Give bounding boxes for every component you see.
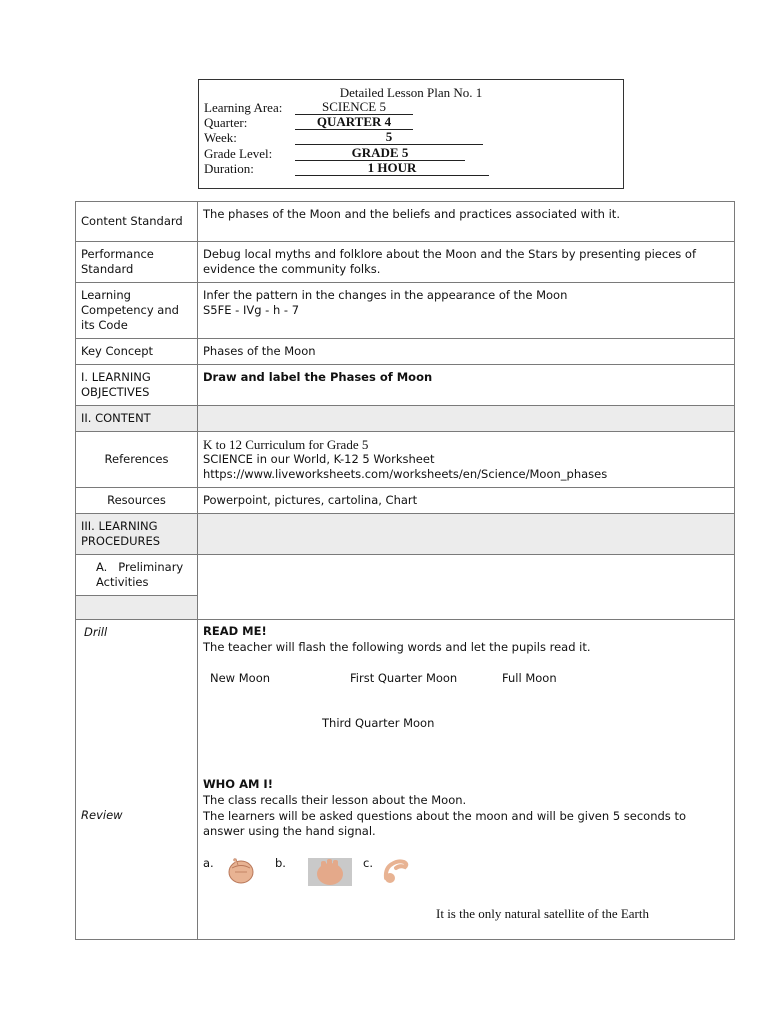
- review-label: Review: [81, 808, 123, 822]
- word-new-moon: New Moon: [210, 671, 271, 685]
- key-concept-label: Key Concept: [76, 339, 198, 365]
- table-row: [76, 339, 735, 365]
- drill-review-content-cell: [198, 620, 735, 940]
- procedures-value: [198, 514, 735, 555]
- objectives-value: Draw and label the Phases of Moon: [198, 365, 735, 406]
- duration-value: 1 HOUR: [295, 161, 489, 176]
- resources-label: Resources: [76, 488, 198, 514]
- word-full-moon: Full Moon: [502, 671, 557, 685]
- performance-standard-label: Performance Standard: [76, 242, 198, 283]
- week-value: 5: [295, 130, 483, 145]
- reference-url: https://www.liveworksheets.com/worksheets/en/Science/Moon_phases: [203, 467, 608, 481]
- drill-review-label-cell: [76, 620, 198, 940]
- table-row: [76, 488, 735, 514]
- hand-signal-b-icon: [308, 858, 352, 890]
- table-row: [76, 620, 735, 940]
- content-section-label: II. CONTENT: [76, 406, 198, 432]
- hand-signal-c-icon: [382, 856, 410, 888]
- reference-worksheet: SCIENCE in our World, K-12 5 Worksheet: [203, 452, 435, 466]
- objectives-label: I. LEARNING OBJECTIVES: [76, 365, 198, 406]
- learning-area-label: Learning Area:: [204, 100, 283, 115]
- table-row: [76, 202, 735, 242]
- quarter-value: QUARTER 4: [295, 115, 413, 130]
- competency-value: Infer the pattern in the changes in the appearance of the Moon: [203, 288, 568, 302]
- option-c-label: c.: [363, 856, 373, 870]
- competency-code: S5FE - IVg - h - 7: [203, 303, 300, 317]
- drill-heading: READ ME!: [203, 624, 267, 638]
- preliminary-value: [198, 555, 735, 620]
- key-concept-value: Phases of the Moon: [198, 339, 735, 365]
- grade-level-value: GRADE 5: [295, 146, 465, 161]
- lesson-plan-title: Detailed Lesson Plan No. 1: [339, 85, 483, 100]
- learning-area-value: SCIENCE 5: [295, 100, 413, 115]
- competency-cell: [198, 283, 735, 339]
- drill-instruction: The teacher will flash the following words and let the pupils read it.: [203, 640, 591, 654]
- lesson-plan-header: [198, 79, 624, 189]
- performance-standard-value: Debug local myths and folklore about the Moon and the Stars by presenting pieces of evidence the community folks.: [198, 242, 735, 283]
- table-row: [76, 283, 735, 339]
- references-label: References: [76, 432, 198, 488]
- reference-curriculum: K to 12 Curriculum for Grade 5: [203, 437, 369, 452]
- procedures-label: III. LEARNING PROCEDURES: [76, 514, 198, 555]
- references-cell: [198, 432, 735, 488]
- review-clue: It is the only natural satellite of the Earth: [436, 906, 649, 921]
- grade-level-label: Grade Level:: [204, 146, 273, 161]
- lesson-plan-table: [75, 201, 735, 940]
- table-row: [76, 432, 735, 488]
- competency-label: Learning Competency and its Code: [76, 283, 198, 339]
- week-label: Week:: [204, 130, 237, 145]
- review-heading: WHO AM I!: [203, 777, 273, 791]
- table-row: [76, 406, 735, 432]
- preliminary-text: A. Preliminary Activities: [96, 560, 187, 589]
- option-a-label: a.: [203, 856, 214, 870]
- preliminary-blank: [76, 596, 198, 620]
- table-row: [76, 514, 735, 555]
- word-third-quarter-moon: Third Quarter Moon: [322, 716, 435, 730]
- content-standard-value: The phases of the Moon and the beliefs and practices associated with it.: [198, 202, 735, 242]
- table-row: [76, 555, 735, 596]
- content-section-value: [198, 406, 735, 432]
- word-first-quarter-moon: First Quarter Moon: [350, 671, 458, 685]
- resources-value: Powerpoint, pictures, cartolina, Chart: [198, 488, 735, 514]
- duration-label: Duration:: [204, 161, 254, 176]
- content-standard-label: Content Standard: [76, 202, 198, 242]
- review-line-2: The learners will be asked questions about the moon and will be given 5 seconds to answer using the hand signal.: [203, 809, 686, 838]
- preliminary-label: [76, 555, 198, 596]
- quarter-label: Quarter:: [204, 115, 248, 130]
- table-row: [76, 365, 735, 406]
- option-b-label: b.: [275, 856, 286, 870]
- review-line-1: The class recalls their lesson about the Moon.: [203, 793, 467, 807]
- hand-signal-a-icon: [226, 857, 256, 889]
- drill-label: Drill: [84, 625, 108, 639]
- table-row: [76, 242, 735, 283]
